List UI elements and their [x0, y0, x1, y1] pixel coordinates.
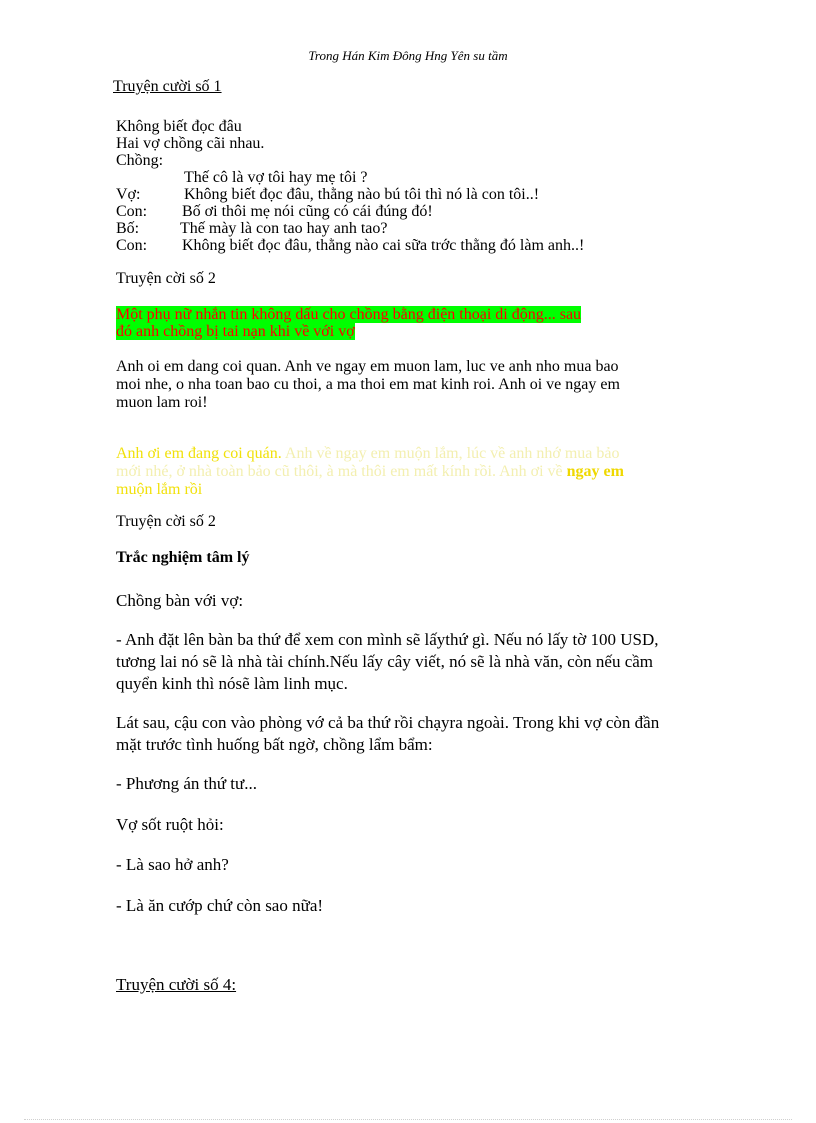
- paragraph: tương lai nó sẽ là nhà tài chính.Nếu lấy cây viết, nó sẽ là nhà văn, còn nếu cầm: [116, 652, 654, 671]
- dialogue-text: Bố ơi thôi mẹ nói cũng có cái đúng đó!: [182, 203, 433, 220]
- faint-yellow-text: Anh về ngay em muộn lắm, lúc về anh nhớ mua bảo: [281, 445, 620, 462]
- yellow-text-line-3: [116, 481, 202, 499]
- story2-title: Truyện cời số 2: [116, 270, 216, 287]
- dialogue-speaker: Bố:: [116, 220, 140, 237]
- sms-text-line-1: Anh oi em dang coi quan. Anh ve ngay em muon lam, luc ve anh nho mua bao: [116, 358, 619, 375]
- yellow-text-line-2: [116, 463, 624, 481]
- paragraph: - Phương án thứ tư...: [116, 774, 257, 793]
- paragraph: - Là ăn cướp chứ còn sao nữa!: [116, 896, 324, 915]
- highlighted-text: đó anh chồng bị tai nạn khi về với vợ: [116, 323, 355, 340]
- story1-title: Truyện cười số 1: [113, 78, 222, 95]
- highlighted-line-2: [116, 323, 355, 341]
- story1-line2: Chồng:: [116, 152, 164, 169]
- dialogue-speaker: Con:: [116, 203, 148, 220]
- sms-text-line-3: muon lam roi!: [116, 394, 208, 411]
- sms-text-line-2: moi nhe, o nha toan bao cu thoi, a ma thoi em mat kinh roi. Anh oi ve ngay em: [116, 376, 620, 393]
- paragraph: Lát sau, cậu con vào phòng vớ cả ba thứ rồi chạyra ngoài. Trong khi vợ còn đần: [116, 713, 660, 732]
- faint-yellow-text: mới nhé, ở nhà toàn bảo cũ thôi, à mà thôi em mất kính rồi. Anh ơi về: [116, 463, 567, 480]
- story3-heading: Trắc nghiệm tâm lý: [116, 549, 250, 566]
- story1-line3: Thế cô là vợ tôi hay mẹ tôi ?: [184, 169, 368, 186]
- dialogue-line: [116, 203, 433, 221]
- dialogue-speaker: Con:: [116, 237, 148, 254]
- dialogue-speaker: Vợ:: [116, 186, 141, 203]
- paragraph: mặt trước tình huống bất ngờ, chồng lẩm bẩm:: [116, 735, 433, 754]
- dialogue-line: [116, 220, 387, 238]
- yellow-text-line-1: [116, 445, 619, 463]
- story1-intro: Không biết đọc đâu: [116, 118, 242, 135]
- paragraph: quyển kinh thì nósẽ làm linh mục.: [116, 674, 348, 693]
- paragraph: Chồng bàn với vợ:: [116, 591, 244, 610]
- highlighted-text: Một phụ nữ nhắn tin không dấu cho chồng bằng điện thoại di động... sau: [116, 306, 582, 323]
- story1-line1: Hai vợ chồng cãi nhau.: [116, 135, 265, 152]
- dialogue-line: [116, 237, 584, 255]
- dialogue-line: [116, 186, 539, 204]
- paragraph: Vợ sốt ruột hỏi:: [116, 815, 224, 834]
- page-bottom-divider: [24, 1119, 792, 1120]
- paragraph: - Là sao hở anh?: [116, 855, 229, 874]
- paragraph: - Anh đặt lên bàn ba thứ để xem con mình sẽ lấythứ gì. Nếu nó lấy tờ 100 USD,: [116, 630, 659, 649]
- page-header: Trong Hán Kim Đông Hng Yên su tầm: [308, 48, 508, 63]
- story4-title: Truyện cười số 4:: [116, 975, 237, 994]
- highlighted-line-1: [116, 306, 581, 324]
- story3-title: Truyện cời số 2: [116, 513, 216, 530]
- dialogue-text: Không biết đọc đâu, thằng nào bú tôi thì nó là con tôi..!: [184, 186, 540, 203]
- dialogue-text: Thế mày là con tao hay anh tao?: [180, 220, 388, 237]
- dialogue-text: Không biết đọc đâu, thằng nào cai sữa trớc thằng đó làm anh..!: [182, 237, 585, 254]
- yellow-text: muộn lắm rồi: [116, 481, 203, 498]
- yellow-text: Anh ơi em đang coi quán.: [116, 445, 282, 462]
- yellow-text: ngay em: [566, 463, 624, 480]
